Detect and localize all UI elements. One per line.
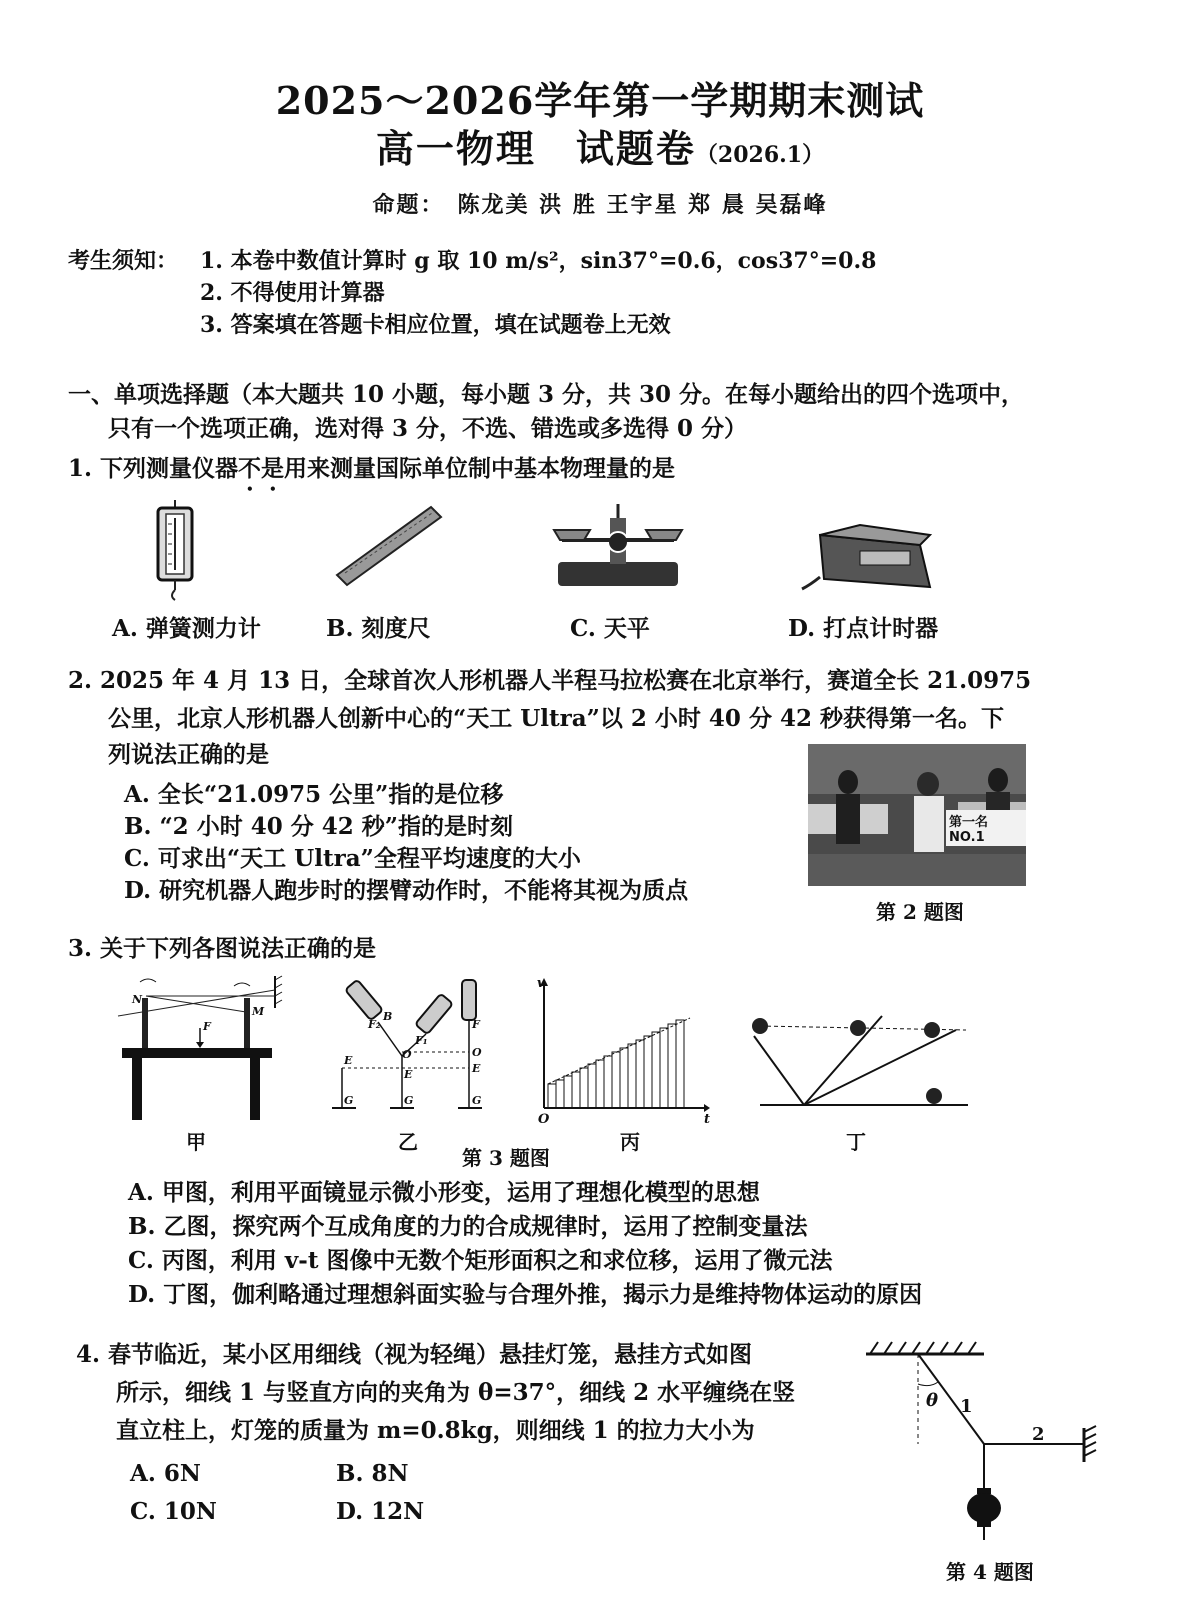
fig-yi-label-o1: O (402, 1048, 412, 1061)
fig-yi-label-g1: G (344, 1094, 354, 1107)
q3-option-a: A. 甲图，利用平面镜显示微小形变，运用了理想化模型的思想 (128, 1179, 760, 1206)
q2-option-b: B. “2 小时 40 分 42 秒”指的是时刻 (124, 813, 513, 840)
balance-image (548, 500, 688, 590)
q3-option-d: D. 丁图，伽利略通过理想斜面实验与合理外推，揭示力是维持物体运动的原因 (128, 1281, 923, 1308)
q4-fig-label-line1: 1 (960, 1396, 973, 1417)
finish-banner: 第一名 NO.1 (946, 810, 1026, 846)
figure-ding-ideal-slope (740, 1010, 970, 1110)
fig-yi-label-g3: G (472, 1094, 482, 1107)
fig-bing-label-origin: O (538, 1112, 550, 1127)
fig-jia-label-m: M (252, 1005, 265, 1018)
fig-yi-label-e2: E (404, 1068, 413, 1081)
q1-stem-emphasis: 不是 (238, 455, 285, 482)
subject-title: 高一物理 试题卷 (375, 126, 696, 171)
q1-option-d: D. 打点计时器 (788, 615, 939, 642)
q1-stem-post: 用来测量国际单位制中基本物理量的是 (284, 455, 676, 482)
fig-yi-label-f: F (472, 1018, 480, 1031)
fig-bing-label-t: t (704, 1112, 711, 1127)
fig-label-bing: 丙 (620, 1130, 640, 1154)
q2-option-d: D. 研究机器人跑步时的摆臂动作时，不能将其视为质点 (124, 877, 689, 904)
notice-item-3: 3. 答案填在答题卡相应位置，填在试题卷上无效 (200, 312, 671, 338)
fig-label-yi: 乙 (398, 1130, 418, 1154)
q4-fig-label-line2: 2 (1032, 1424, 1045, 1445)
exam-title: 2025～2026学年第一学期期末测试 (275, 78, 925, 123)
fig-bing-label-v: v (537, 976, 545, 991)
notice-item-2: 2. 不得使用计算器 (200, 280, 385, 306)
q4-stem-line2: 所示，细线 1 与竖直方向的夹角为 θ=37°，细线 2 水平缠绕在竖 (116, 1379, 796, 1406)
q3-figure-caption: 第 3 题图 (462, 1146, 550, 1170)
exam-date: （2026.1） (695, 142, 825, 168)
fig-jia-label-n: N (132, 993, 143, 1006)
q1-stem-pre: 1. 下列测量仪器 (68, 455, 239, 482)
q3-option-c: C. 丙图，利用 v-t 图像中无数个矩形面积之和求位移，运用了微元法 (128, 1247, 833, 1274)
q4-stem-line3: 直立柱上，灯笼的质量为 m=0.8kg，则细线 1 的拉力大小为 (116, 1417, 755, 1444)
q4-option-a: A. 6N (130, 1460, 201, 1487)
section1-title: 一、单项选择题（本大题共 10 小题，每小题 3 分，共 30 分。在每小题给出的四个选项中， (68, 381, 1025, 408)
marathon-photo (808, 744, 1026, 886)
section1-subtitle: 只有一个选项正确，选对得 3 分，不选、错选或多选得 0 分） (108, 415, 748, 442)
q3-stem: 3. 关于下列各图说法正确的是 (68, 935, 377, 962)
q1-stem (68, 452, 675, 496)
fig-yi-label-f1: F₁ (415, 1034, 428, 1047)
fig-yi-label-f2: F₂ (368, 1018, 381, 1031)
q2-stem-line2: 公里，北京人形机器人创新中心的“天工 Ultra”以 2 小时 40 分 42 秒获得第一名。下 (108, 705, 1004, 732)
fig-label-jia: 甲 (186, 1130, 206, 1154)
q2-stem-line3: 列说法正确的是 (108, 741, 269, 768)
q2-option-a: A. 全长“21.0975 公里”指的是位移 (124, 781, 504, 808)
figure-q4-lantern (860, 1340, 1110, 1550)
fig-label-ding: 丁 (846, 1130, 866, 1154)
ticker-timer-image (800, 515, 940, 595)
q4-option-c: C. 10N (130, 1498, 217, 1525)
fig-yi-label-e1: E (344, 1054, 353, 1067)
q4-stem-line1: 4. 春节临近，某小区用细线（视为轻绳）悬挂灯笼，悬挂方式如图 (76, 1341, 753, 1368)
fig-yi-label-o2: O (472, 1046, 482, 1059)
fig-yi-label-b: B (383, 1010, 393, 1023)
figure-bing-vt-graph (530, 978, 710, 1118)
q4-figure-caption: 第 4 题图 (946, 1560, 1034, 1584)
vt-rectangles (548, 1020, 684, 1108)
q4-option-d: D. 12N (336, 1498, 425, 1525)
q2-figure-caption: 第 2 题图 (876, 900, 964, 924)
fig-yi-label-e3: E (472, 1062, 481, 1075)
q1-option-c: C. 天平 (570, 615, 650, 642)
ruler-image (335, 505, 445, 585)
spring-scale-image (150, 500, 200, 600)
q3-option-b: B. 乙图，探究两个互成角度的力的合成规律时，运用了控制变量法 (128, 1213, 808, 1240)
q2-stem-line1: 2. 2025 年 4 月 13 日，全球首次人形机器人半程马拉松赛在北京举行，赛道全长 21.0975 (68, 667, 1032, 694)
notice-label: 考生须知： (68, 248, 179, 274)
exam-subtitle (0, 118, 1200, 173)
notice-item-1: 1. 本卷中数值计算时 g 取 10 m/s²，sin37°=0.6，cos37°=0.8 (200, 248, 877, 274)
fig-yi-label-g2: G (404, 1094, 414, 1107)
q1-option-a: A. 弹簧测力计 (112, 615, 261, 642)
fig-jia-label-f: F (203, 1020, 211, 1033)
q2-option-c: C. 可求出“天工 Ultra”全程平均速度的大小 (124, 845, 581, 872)
q1-option-b: B. 刻度尺 (326, 615, 431, 642)
q4-option-b: B. 8N (336, 1460, 409, 1487)
q4-fig-label-theta: θ (926, 1390, 939, 1411)
authors-line: 命题： 陈龙美 洪 胜 王宇星 郑 晨 吴磊峰 (372, 192, 828, 218)
